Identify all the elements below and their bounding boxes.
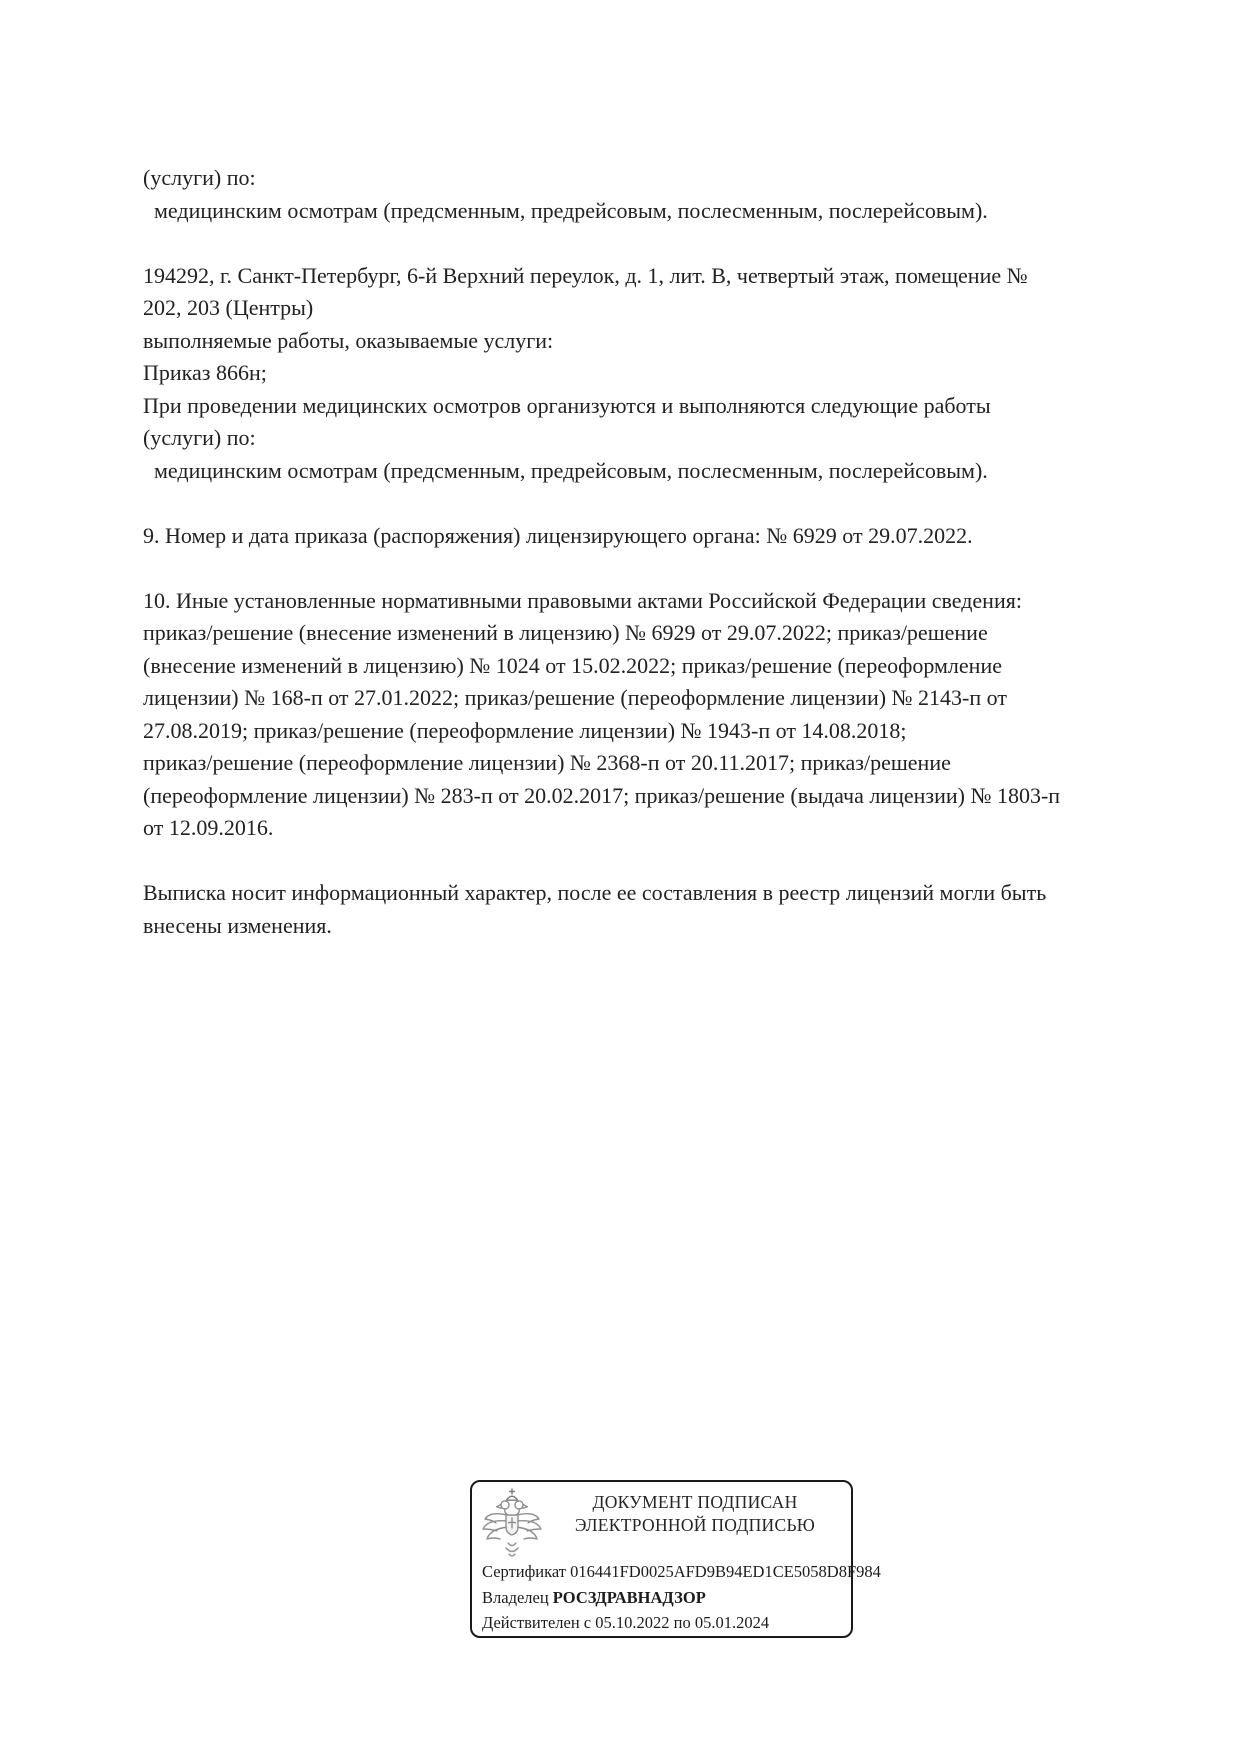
doc-line-blank	[143, 845, 1153, 878]
roszdravnadzor-eagle-emblem-icon	[480, 1487, 544, 1563]
doc-line: внесены изменения.	[143, 912, 332, 938]
certificate-label: Сертификат	[482, 1562, 566, 1581]
doc-line: (услуги) по:	[143, 165, 256, 190]
doc-line: Выписка носит информационный характер, после ее составления в реестр лицензий могли быть	[143, 880, 1047, 905]
doc-line: 202, 203 (Центры)	[143, 295, 314, 320]
certificate-row	[482, 1559, 881, 1585]
doc-line: 9. Номер и дата приказа (распоряжения) лицензирующего органа: № 6929 от 29.07.2022.	[143, 522, 973, 548]
doc-line: от 12.09.2016.	[143, 815, 274, 840]
doc-line: 10. Иные установленные нормативными правовыми актами Российской Федерации сведения:	[143, 587, 1022, 613]
doc-line: лицензии) № 168-п от 27.01.2022; приказ/решение (переоформление лицензии) № 2143-п от	[143, 685, 1007, 710]
owner-label: Владелец	[482, 1587, 549, 1607]
doc-line: 194292, г. Санкт-Петербург, 6-й Верхний переулок, д. 1, лит. В, четвертый этаж, помещение №	[143, 262, 1028, 288]
document-body-text	[143, 162, 1153, 942]
digital-signature-stamp	[470, 1480, 881, 1638]
doc-line-blank	[143, 552, 1153, 585]
doc-line: приказ/решение (внесение изменений в лицензию) № 6929 от 29.07.2022; приказ/решение	[143, 620, 988, 645]
owner-row	[482, 1585, 881, 1611]
stamp-title-line-2: ЭЛЕКТРОННОЙ ПОДПИСЬЮ	[574, 1515, 816, 1535]
doc-line: При проведении медицинских осмотров организуются и выполняются следующие работы	[143, 392, 991, 418]
doc-line: (внесение изменений в лицензию) № 1024 от 15.02.2022; приказ/решение (переоформление	[143, 652, 1002, 678]
doc-line: выполняемые работы, оказываемые услуги:	[143, 327, 554, 353]
stamp-title-line-1: ДОКУМЕНТ ПОДПИСАН	[592, 1492, 798, 1512]
doc-line: приказ/решение (переоформление лицензии) № 2368-п от 20.11.2017; приказ/решение	[143, 750, 951, 775]
doc-line: (переоформление лицензии) № 283-п от 20.02.2017; приказ/решение (выдача лицензии) № 1803-п	[143, 782, 1061, 808]
validity-row: Действителен с 05.10.2022 по 05.01.2024	[482, 1613, 770, 1632]
stamp-details	[482, 1559, 881, 1636]
doc-line: медицинским осмотрам (предсменным, предрейсовым, послесменным, послерейсовым).	[143, 197, 988, 223]
doc-line: Приказ 866н;	[143, 360, 267, 385]
doc-line-blank	[143, 487, 1153, 520]
doc-line: медицинским осмотрам (предсменным, предрейсовым, послесменным, послерейсовым).	[143, 457, 988, 483]
stamp-title	[542, 1491, 848, 1537]
owner-value: РОСЗДРАВНАДЗОР	[552, 1587, 706, 1607]
doc-line-blank	[143, 227, 1153, 260]
doc-line: 27.08.2019; приказ/решение (переоформление лицензии) № 1943-п от 14.08.2018;	[143, 717, 907, 743]
doc-line: (услуги) по:	[143, 425, 256, 450]
certificate-value: 016441FD0025AFD9B94ED1CE5058D8F984	[570, 1562, 881, 1581]
